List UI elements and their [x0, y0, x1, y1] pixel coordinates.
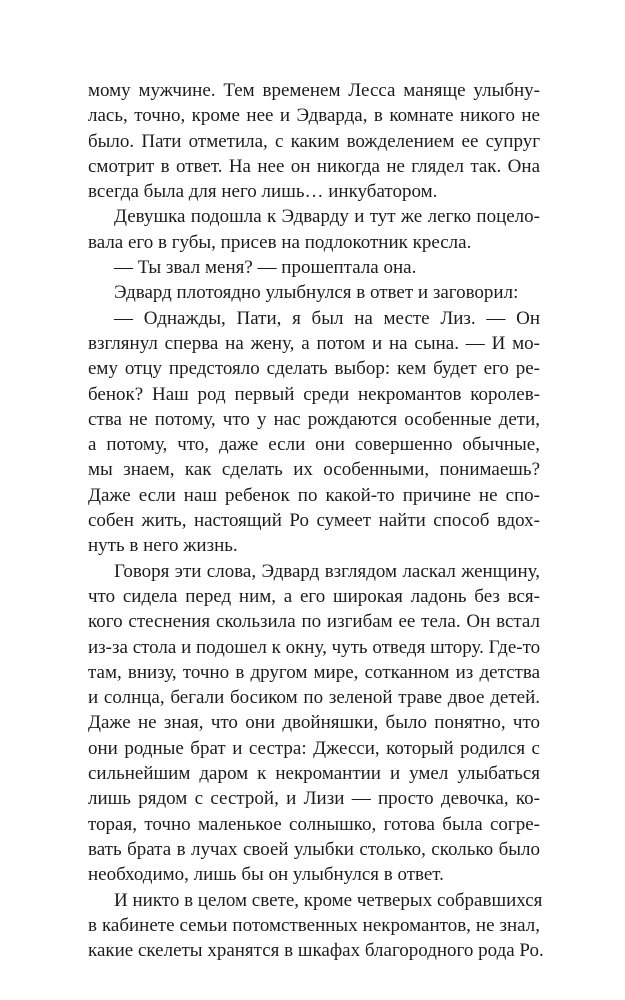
- text-line: Эдвард плотоядно улыбнулся в ответ и заговорил:: [114, 282, 519, 304]
- text-line: собен жить, настоящий Ро сумеет найти способ вдох-: [88, 510, 540, 532]
- text-line: взглянул сперва на жену, а потом и на сына. — И мо-: [88, 332, 540, 354]
- text-line: мы знаем, как сделать их особенными, понимаешь?: [88, 459, 540, 481]
- text-line: мому мужчине. Тем временем Лесса маняще улыбну-: [88, 80, 540, 101]
- text-line: в кабинете семьи потомственных некромантов, не знал,: [88, 914, 540, 936]
- text-line: торая, точно маленькое солнышко, готова была согре-: [88, 813, 540, 835]
- text-line: И никто в целом свете, кроме четверых собравшихся: [114, 889, 543, 911]
- text-line: а потому, что, даже если они совершенно обычные,: [88, 434, 540, 456]
- text-line: сильнейшим даром к некромантии и умел улыбаться: [88, 763, 540, 785]
- text-line: — Ты звал меня? — прошептала она.: [114, 257, 417, 279]
- text-line: ему отцу предстояло сделать выбор: кем будет его ре-: [88, 358, 540, 380]
- text-line: бенок? Наш род первый среди некромантов королев-: [88, 383, 540, 405]
- text-line: вать брата в лучах своей улыбки столько, сколько было: [88, 838, 540, 860]
- text-line: лишь рядом с сестрой, и Лизи — просто девочка, ко-: [88, 788, 540, 810]
- text-line: какие скелеты хранятся в шкафах благородного рода Ро.: [88, 940, 544, 962]
- text-line: ства не потому, что у нас рождаются особенные дети,: [88, 408, 540, 430]
- text-line: необходимо, лишь бы он улыбнулся в ответ.: [88, 864, 444, 886]
- text-line: Даже если наш ребенок по какой-то причине не спо-: [88, 484, 540, 506]
- body-text: [88, 78, 544, 963]
- text-line: и солнца, бегали босиком по зеленой траве двое детей.: [88, 687, 540, 709]
- text-line: там, внизу, точно в другом мире, сотканном из детства: [88, 661, 540, 683]
- text-line: Говоря эти слова, Эдвард взглядом ласкал женщину,: [114, 560, 540, 582]
- text-line: — Однажды, Пати, я был на месте Лиз. — Он: [114, 307, 540, 329]
- text-line: лась, точно, кроме нее и Эдварда, в комнате никого не: [88, 105, 540, 127]
- text-line: они родные брат и сестра: Джесси, который родился с: [88, 737, 540, 759]
- text-line: смотрит в ответ. На нее он никогда не глядел так. Она: [88, 155, 540, 177]
- text-line: вала его в губы, присев на подлокотник кресла.: [88, 231, 472, 253]
- text-line: Даже не зная, что они двойняшки, было понятно, что: [88, 712, 540, 734]
- text-line: всегда была для него лишь… инкубатором.: [88, 181, 438, 203]
- text-line: кого стеснения скользила по изгибам ее тела. Он встал: [88, 611, 540, 633]
- text-line: нуть в него жизнь.: [88, 535, 238, 557]
- text-line: что сидела перед ним, а его широкая ладонь без вся-: [88, 585, 540, 607]
- text-line: было. Пати отметила, с каким вожделением ее супруг: [88, 130, 540, 152]
- text-line: из-за стола и подошел к окну, чуть отведя штору. Где-то: [88, 636, 541, 658]
- text-line: Девушка подошла к Эдварду и тут же легко поцело-: [114, 206, 540, 228]
